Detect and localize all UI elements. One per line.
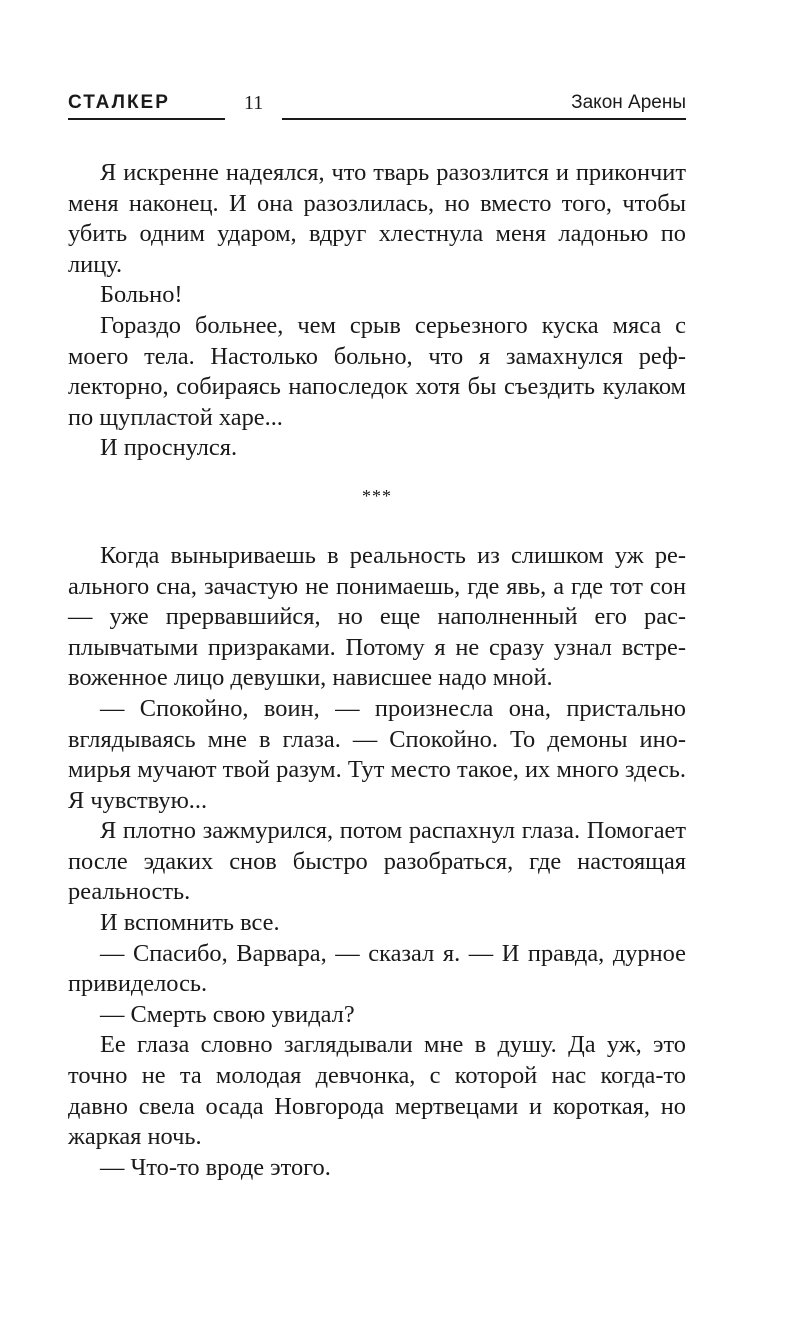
paragraph: — Смерть свою увидал? — [100, 1000, 355, 1028]
series-title: СТАЛКЕР — [68, 92, 170, 113]
paragraph: Больно! — [100, 281, 183, 309]
paragraph: Я искренне надеялся, что тварь разозлится и прикончит меня наконец. И она разозлилась, но вместо того, чтобы убить одним ударом, вдруг хлестнула меня ладонью по лицу. — [68, 159, 686, 278]
section-separator: *** — [362, 485, 392, 506]
paragraph: И проснулся. — [100, 434, 238, 462]
book-title: Закон Арены — [571, 92, 686, 113]
paragraph: — Что-то вроде этого. — [100, 1153, 331, 1181]
paragraph: Я плотно зажмурился, потом распахнул глаза. Помогает после эдаких снов быстро разобраться, где настоящая реальность. — [68, 817, 686, 906]
page-body — [68, 158, 686, 1183]
page-number: 11 — [244, 92, 264, 114]
header-rule — [282, 118, 686, 120]
running-header — [68, 92, 686, 124]
paragraph: Ее глаза словно заглядывали мне в душу. Да уж, это точно не та молодая девчонка, с которой нас когда-то давно свела осада Новгорода мертвецами и короткая, но жаркая ночь. — [68, 1031, 686, 1151]
paragraph: И вспомнить все. — [100, 909, 280, 937]
paragraph: — Спокойно, воин, — произнесла она, пристально вглядываясь мне в глаза. — Спокойно. То демоны иномирья мучают твой разум. Тут место такое, их много здесь. Я чувствую... — [68, 694, 686, 814]
series-underline — [68, 118, 225, 120]
paragraph: — Спасибо, Варвара, — сказал я. — И правда, дурное привиделось. — [68, 939, 686, 998]
paragraph: Когда выныриваешь в реальность из слишком уж реального сна, зачастую не понимаешь, где явь, а где тот сон — уже прервавшийся, но еще наполненный его расплывчатыми призраками. Потому я не сразу узнал встревоженное лицо девушки, нависшее надо мной. — [68, 541, 686, 692]
paragraph: Гораздо больнее, чем срыв серьезного куска мяса с моего тела. Настолько больно, что я замахнулся рефлекторно, собираясь напоследок хотя бы съездить кулаком по щупластой харе... — [68, 311, 686, 431]
